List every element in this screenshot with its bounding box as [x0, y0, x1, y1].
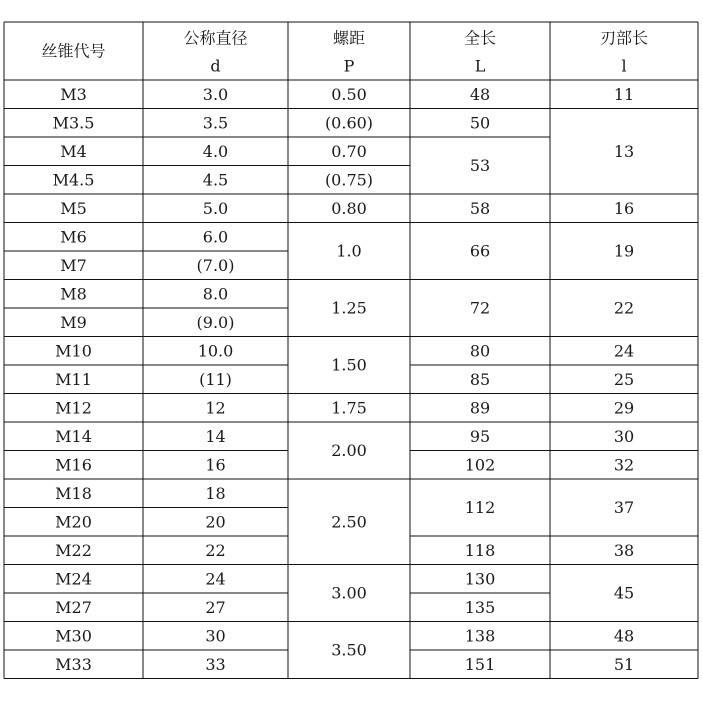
header-label: 丝锥代号 [41, 41, 106, 61]
nominal-diameter-cell: (7.0) [196, 255, 235, 275]
nominal-diameter-cell: 16 [205, 455, 226, 475]
cutting-length-cell: 45 [613, 583, 635, 603]
overall-length-cell: 135 [464, 597, 496, 617]
overall-length-cell: 48 [469, 84, 491, 104]
header-symbol: P [343, 56, 355, 76]
overall-length-cell: 85 [469, 369, 491, 389]
tap-code-cell: M3 [60, 84, 87, 104]
cutting-length-cell: 38 [613, 540, 635, 560]
pitch-cell: 1.75 [331, 398, 367, 418]
overall-length-cell: 89 [469, 398, 491, 418]
tap-code-cell: M9 [60, 312, 87, 332]
tap-code-cell: M12 [55, 398, 92, 418]
pitch-cell: 2.00 [331, 441, 367, 460]
pitch-cell: 0.50 [331, 84, 367, 104]
tap-code-cell: M11 [55, 369, 92, 389]
tap-code-cell: M18 [55, 483, 92, 503]
pitch-cell: 1.25 [331, 298, 367, 318]
overall-length-cell: 118 [464, 540, 496, 560]
tap-code-cell: M3.5 [52, 113, 95, 133]
overall-length-cell: 66 [469, 241, 491, 261]
nominal-diameter-cell: 6.0 [202, 227, 229, 247]
cutting-length-cell: 51 [613, 654, 635, 674]
nominal-diameter-cell: 4.0 [202, 141, 229, 161]
nominal-diameter-cell: (9.0) [196, 312, 235, 332]
tap-code-cell: M33 [55, 654, 92, 674]
cutting-length-cell: 13 [613, 141, 635, 161]
pitch-cell: 2.50 [331, 512, 367, 532]
header-label: 刃部长 [599, 28, 649, 48]
cutting-length-cell: 19 [613, 241, 635, 261]
cutting-length-cell: 22 [613, 298, 635, 318]
header-label: 全长 [463, 28, 497, 48]
nominal-diameter-cell: 22 [205, 540, 226, 560]
header-label: 螺距 [332, 28, 366, 48]
overall-length-cell: 95 [469, 426, 491, 446]
pitch-cell: 1.50 [331, 355, 367, 375]
nominal-diameter-cell: 14 [205, 426, 226, 446]
pitch-cell: 0.70 [331, 141, 367, 161]
cutting-length-cell: 29 [613, 398, 635, 418]
overall-length-cell: 53 [469, 156, 491, 175]
header-symbol: d [210, 56, 221, 76]
overall-length-cell: 80 [469, 341, 491, 361]
overall-length-cell: 138 [464, 626, 496, 646]
tap-code-cell: M7 [60, 255, 87, 275]
nominal-diameter-cell: 30 [205, 626, 226, 646]
nominal-diameter-cell: (11) [199, 369, 232, 389]
tap-code-cell: M22 [55, 540, 92, 560]
pitch-cell: 1.0 [336, 241, 362, 261]
pitch-cell: (0.60) [324, 113, 374, 133]
tap-code-cell: M8 [60, 284, 87, 304]
tap-code-cell: M24 [55, 569, 92, 589]
overall-length-cell: 151 [464, 654, 496, 674]
pitch-cell: 3.00 [331, 583, 367, 603]
nominal-diameter-cell: 10.0 [197, 341, 234, 361]
cutting-length-cell: 37 [613, 498, 635, 517]
tap-code-cell: M14 [55, 426, 92, 446]
cutting-length-cell: 32 [613, 455, 635, 475]
tap-code-cell: M10 [55, 341, 92, 361]
nominal-diameter-cell: 8.0 [202, 284, 229, 304]
overall-length-cell: 130 [464, 569, 496, 589]
tap-code-cell: M20 [55, 512, 92, 532]
nominal-diameter-cell: 5.0 [202, 198, 229, 218]
cutting-length-cell: 16 [613, 198, 635, 218]
cutting-length-cell: 25 [613, 369, 635, 389]
tap-code-cell: M4.5 [52, 170, 95, 190]
overall-length-cell: 72 [469, 298, 491, 318]
nominal-diameter-cell: 3.5 [202, 113, 229, 133]
pitch-cell: (0.75) [324, 170, 374, 190]
nominal-diameter-cell: 18 [205, 483, 226, 503]
pitch-cell: 0.80 [331, 198, 367, 218]
nominal-diameter-cell: 3.0 [202, 84, 229, 104]
tap-code-cell: M27 [55, 597, 92, 617]
nominal-diameter-cell: 24 [205, 569, 226, 589]
pitch-cell: 3.50 [331, 640, 367, 660]
overall-length-cell: 50 [469, 113, 491, 133]
cutting-length-cell: 24 [613, 341, 635, 361]
header-label: 公称直径 [183, 28, 248, 48]
tap-code-cell: M6 [60, 227, 87, 247]
overall-length-cell: 112 [464, 498, 496, 517]
header-symbol: l [621, 56, 627, 76]
nominal-diameter-cell: 27 [205, 597, 226, 617]
nominal-diameter-cell: 20 [205, 512, 226, 532]
tap-code-cell: M5 [60, 198, 87, 218]
cutting-length-cell: 11 [613, 84, 635, 104]
nominal-diameter-cell: 4.5 [202, 170, 229, 190]
cutting-length-cell: 48 [613, 626, 635, 646]
tap-code-cell: M30 [55, 626, 92, 646]
header-symbol: L [474, 56, 486, 76]
overall-length-cell: 102 [464, 455, 496, 475]
table-cells [41, 29, 648, 674]
overall-length-cell: 58 [469, 198, 491, 218]
cutting-length-cell: 30 [613, 426, 635, 446]
tap-code-cell: M16 [55, 455, 92, 475]
tap-code-cell: M4 [60, 141, 87, 161]
nominal-diameter-cell: 33 [205, 654, 226, 674]
nominal-diameter-cell: 12 [205, 398, 226, 418]
